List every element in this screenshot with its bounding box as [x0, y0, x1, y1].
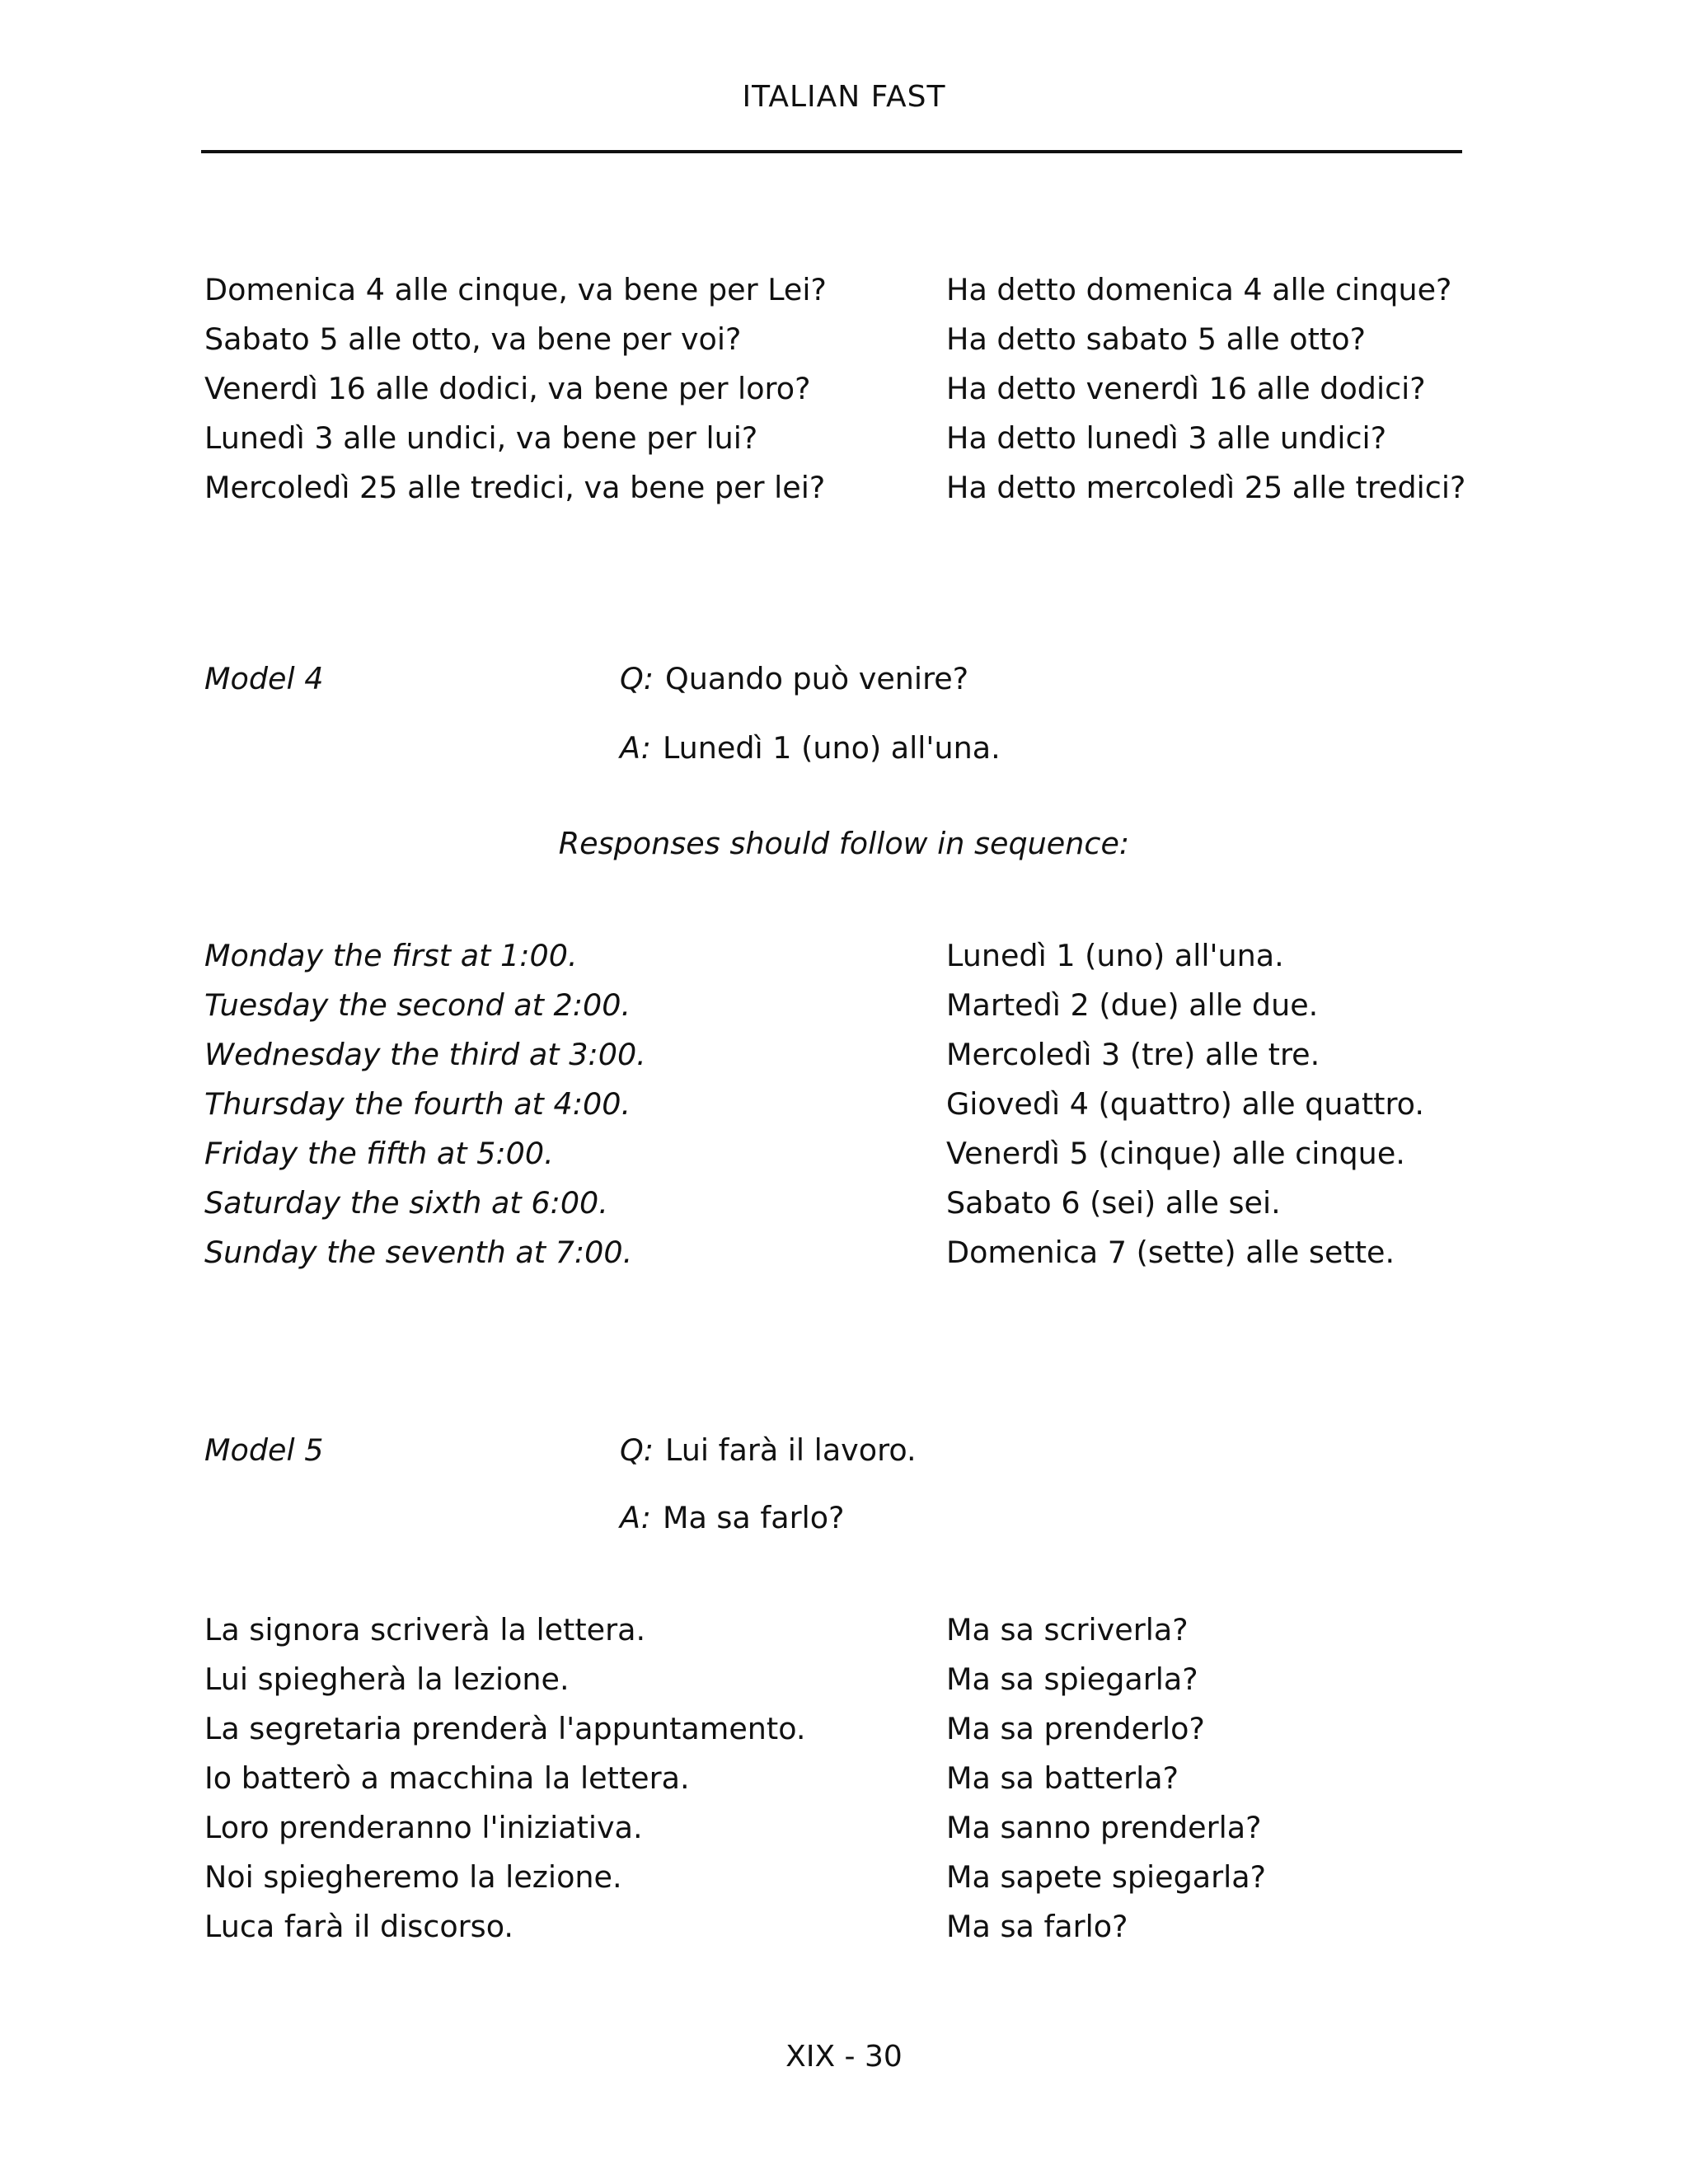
statement-line: Noi spiegheremo la lezione.: [204, 1859, 622, 1895]
model-4-question: [620, 659, 968, 699]
statement-line: Io batterò a macchina la lettera.: [204, 1760, 690, 1796]
question-text: Quando può venire?: [665, 661, 969, 696]
english-prompt: Wednesday the third at 3:00.: [204, 1037, 646, 1072]
model-4-english-prompts: [204, 931, 646, 1277]
answer-text: Lunedì 1 (uno) all'una.: [662, 730, 1001, 766]
italian-response: Domenica 7 (sette) alle sette.: [946, 1235, 1395, 1270]
english-prompt: Friday the fifth at 5:00.: [204, 1136, 554, 1171]
statement-line: La signora scriverà la lettera.: [204, 1612, 646, 1647]
italian-response: Venerdì 5 (cinque) alle cinque.: [946, 1136, 1405, 1171]
model-5-responses: [946, 1605, 1266, 1952]
drill-response: Ha detto mercoledì 25 alle tredici?: [946, 470, 1466, 505]
model-4-label: Model 4: [204, 661, 324, 696]
question-tag: Q:: [620, 1432, 654, 1468]
statement-line: Lui spiegherà la lezione.: [204, 1661, 570, 1697]
italian-response: Martedì 2 (due) alle due.: [946, 987, 1319, 1023]
answer-text: Ma sa farlo?: [662, 1500, 845, 1535]
model-5-answer: [620, 1498, 844, 1538]
page-number: XIX - 30: [785, 2040, 903, 2074]
english-prompt: Thursday the fourth at 4:00.: [204, 1086, 631, 1122]
italian-response: Sabato 6 (sei) alle sei.: [946, 1185, 1281, 1221]
answer-tag: A:: [620, 1500, 651, 1535]
response-line: Ma sanno prenderla?: [946, 1810, 1262, 1845]
model-5-label: Model 5: [204, 1432, 324, 1468]
drill-line: Lunedì 3 alle undici, va bene per lui?: [204, 420, 758, 456]
page-header-title: ITALIAN FAST: [742, 80, 946, 114]
drill-line: Mercoledì 25 alle tredici, va bene per lei?: [204, 470, 826, 505]
model-5-question: [620, 1431, 917, 1470]
model-5-statements: [204, 1605, 806, 1952]
italian-response: Lunedì 1 (uno) all'una.: [946, 938, 1284, 973]
english-prompt: Sunday the seventh at 7:00.: [204, 1235, 633, 1270]
response-line: Ma sapete spiegarla?: [946, 1859, 1267, 1895]
statement-line: Luca farà il discorso.: [204, 1909, 513, 1944]
question-tag: Q:: [620, 661, 654, 696]
response-line: Ma sa farlo?: [946, 1909, 1128, 1944]
english-prompt: Saturday the sixth at 6:00.: [204, 1185, 608, 1221]
model-4-italian-responses: [946, 931, 1424, 1277]
english-prompt: Monday the first at 1:00.: [204, 938, 578, 973]
italian-response: Mercoledì 3 (tre) alle tre.: [946, 1037, 1320, 1072]
italian-response: Giovedì 4 (quattro) alle quattro.: [946, 1086, 1424, 1122]
section-a-questions: [204, 265, 827, 513]
sequence-instruction: Responses should follow in sequence:: [558, 826, 1130, 861]
response-line: Ma sa spiegarla?: [946, 1661, 1198, 1697]
section-a-responses: [946, 265, 1465, 513]
drill-response: Ha detto domenica 4 alle cinque?: [946, 272, 1452, 307]
statement-line: La segretaria prenderà l'appuntamento.: [204, 1711, 806, 1746]
response-line: Ma sa prenderlo?: [946, 1711, 1205, 1746]
statement-line: Loro prenderanno l'iniziativa.: [204, 1810, 643, 1845]
drill-line: Domenica 4 alle cinque, va bene per Lei?: [204, 272, 827, 307]
answer-tag: A:: [620, 730, 651, 766]
english-prompt: Tuesday the second at 2:00.: [204, 987, 631, 1023]
drill-line: Sabato 5 alle otto, va bene per voi?: [204, 321, 742, 357]
drill-line: Venerdì 16 alle dodici, va bene per loro?: [204, 371, 811, 406]
question-text: Lui farà il lavoro.: [665, 1432, 917, 1468]
model-4-answer: [620, 729, 1001, 768]
response-line: Ma sa batterla?: [946, 1760, 1179, 1796]
drill-response: Ha detto venerdì 16 alle dodici?: [946, 371, 1426, 406]
drill-response: Ha detto lunedì 3 alle undici?: [946, 420, 1387, 456]
response-line: Ma sa scriverla?: [946, 1612, 1189, 1647]
header-divider: [201, 150, 1462, 153]
drill-response: Ha detto sabato 5 alle otto?: [946, 321, 1366, 357]
